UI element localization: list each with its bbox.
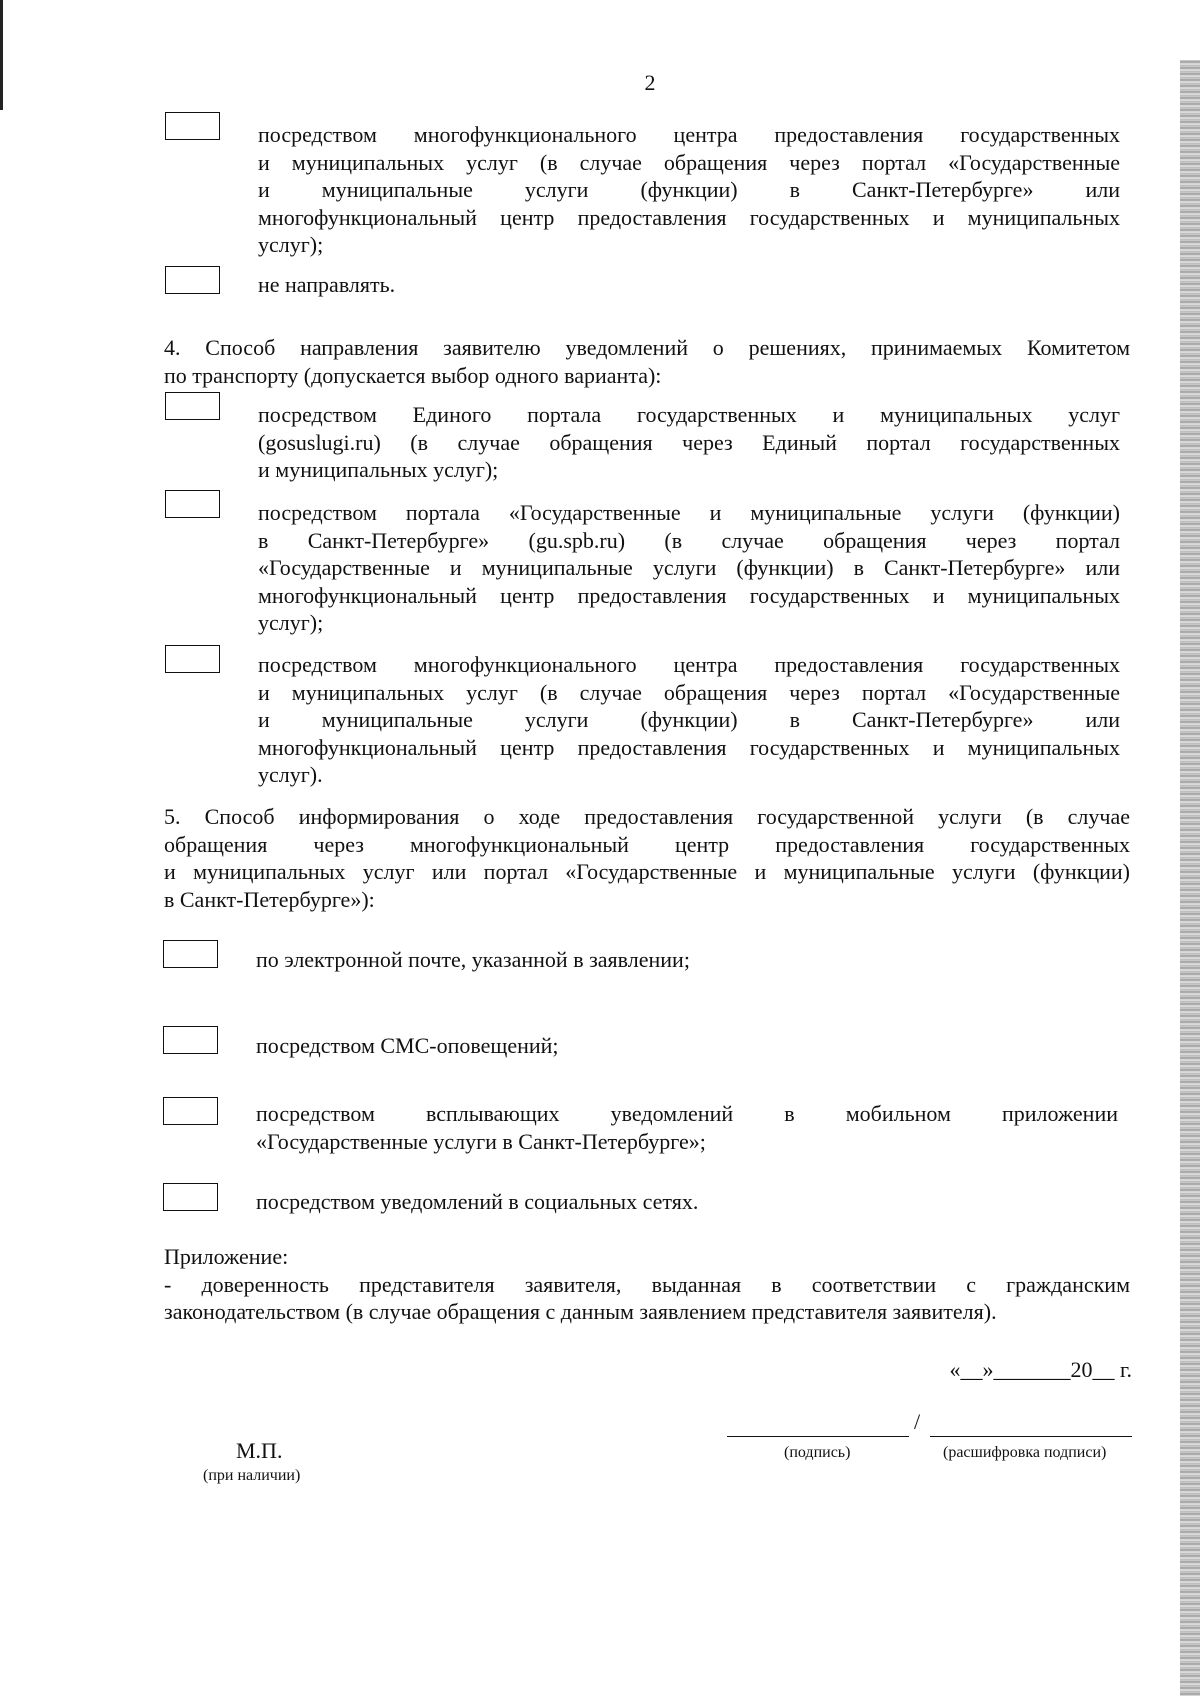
text-line: и муниципальных услуг); [258, 457, 499, 482]
signature-underline [727, 1436, 909, 1437]
checkbox-s3-mfc[interactable] [165, 112, 220, 140]
attachment-title: Приложение: [164, 1244, 289, 1269]
text-line: (gosuslugi.ru) (в случае обращения через Единый портал государственных [258, 429, 1120, 455]
checkbox-s5-sms[interactable] [163, 1026, 218, 1054]
text-line: многофункциональный центр предоставления государственных и муниципальных [258, 204, 1120, 230]
text-line: в Санкт-Петербурге»): [164, 886, 375, 912]
attachment-block [164, 1243, 1130, 1326]
option-s3-none [258, 271, 1120, 299]
section4-heading [164, 334, 1130, 389]
text-line: и муниципальные услуги (функции) в Санкт-Петербурге» или [258, 177, 1120, 202]
text-line: посредством СМС-оповещений; [256, 1033, 559, 1058]
option-s3-mfc [258, 121, 1120, 259]
checkbox-s4-mfc[interactable] [165, 645, 220, 673]
text-line: «Государственные и муниципальные услуги (функции) в Санкт-Петербурге» или [258, 555, 1120, 580]
text-line: «Государственные услуги в Санкт-Петербурге»; [256, 1128, 706, 1154]
checkbox-s5-email[interactable] [163, 940, 218, 968]
text-line: посредством многофункционального центра предоставления государственных [258, 122, 1120, 147]
text-line: многофункциональный центр предоставления государственных и муниципальных [258, 734, 1120, 760]
text-line: посредством многофункционального центра предоставления государственных [258, 652, 1120, 677]
stamp-label: М.П. [236, 1438, 283, 1463]
option-s5-email [256, 946, 1118, 974]
text-line: 4. Способ направления заявителю уведомлений о решениях, принимаемых Комитетом [164, 335, 1130, 360]
checkbox-s3-none[interactable] [165, 266, 220, 294]
option-s5-push [256, 1100, 1118, 1155]
section5-heading [164, 803, 1130, 913]
text-line: обращения через многофункциональный центр предоставления государственных [164, 831, 1130, 857]
option-s4-gu-spb [258, 499, 1120, 637]
text-line: в Санкт-Петербурге» (gu.spb.ru) (в случае обращения через портал [258, 527, 1120, 553]
text-line: законодательством (в случае обращения с данным заявлением представителя заявителя). [164, 1299, 997, 1324]
text-line: услуг). [258, 762, 323, 787]
signature-slash: / [914, 1409, 921, 1434]
option-s5-sms [256, 1032, 1118, 1060]
option-s4-mfc [258, 651, 1120, 789]
text-line: посредством портала «Государственные и муниципальные услуги (функции) [258, 500, 1120, 525]
text-line: посредством всплывающих уведомлений в мобильном приложении [256, 1101, 1118, 1126]
option-s4-gosuslugi [258, 401, 1120, 484]
text-line: и муниципальных услуг (в случае обращения через портал «Государственные [258, 679, 1120, 705]
option-s5-social [256, 1188, 1118, 1216]
text-line: по электронной почте, указанной в заявлении; [256, 947, 690, 972]
text-line: и муниципальных услуг или портал «Государственные и муниципальные услуги (функции) [164, 859, 1130, 884]
signature-decoding-caption: (расшифровка подписи) [943, 1444, 1107, 1461]
checkbox-s4-gu-spb[interactable] [165, 490, 220, 518]
text-line: посредством уведомлений в социальных сетях. [256, 1189, 699, 1214]
checkbox-s4-gosuslugi[interactable] [165, 392, 220, 420]
text-line: не направлять. [258, 272, 396, 297]
text-line: - доверенность представителя заявителя, выданная в соответствии с гражданским [164, 1271, 1130, 1297]
scan-edge-right [1180, 0, 1200, 1696]
text-line: услуг); [258, 610, 324, 635]
text-line: посредством Единого портала государственных и муниципальных услуг [258, 402, 1120, 427]
date-line: «__»_______20__ г. [949, 1357, 1132, 1382]
text-line: и муниципальные услуги (функции) в Санкт-Петербурге» или [258, 707, 1120, 732]
page-number: 2 [644, 70, 656, 95]
text-line: 5. Способ информирования о ходе предоставления государственной услуги (в случае [164, 804, 1130, 829]
scan-edge-right-top [1180, 0, 1200, 60]
text-line: услуг); [258, 232, 324, 257]
signature-caption: (подпись) [784, 1444, 851, 1461]
checkbox-s5-social[interactable] [163, 1183, 218, 1211]
text-line: и муниципальных услуг (в случае обращения через портал «Государственные [258, 149, 1120, 175]
stamp-caption: (при наличии) [203, 1467, 301, 1484]
signature-decoding-underline [930, 1436, 1132, 1437]
text-line: многофункциональный центр предоставления государственных и муниципальных [258, 582, 1120, 608]
text-line: по транспорту (допускается выбор одного варианта): [164, 362, 662, 388]
checkbox-s5-push[interactable] [163, 1097, 218, 1125]
